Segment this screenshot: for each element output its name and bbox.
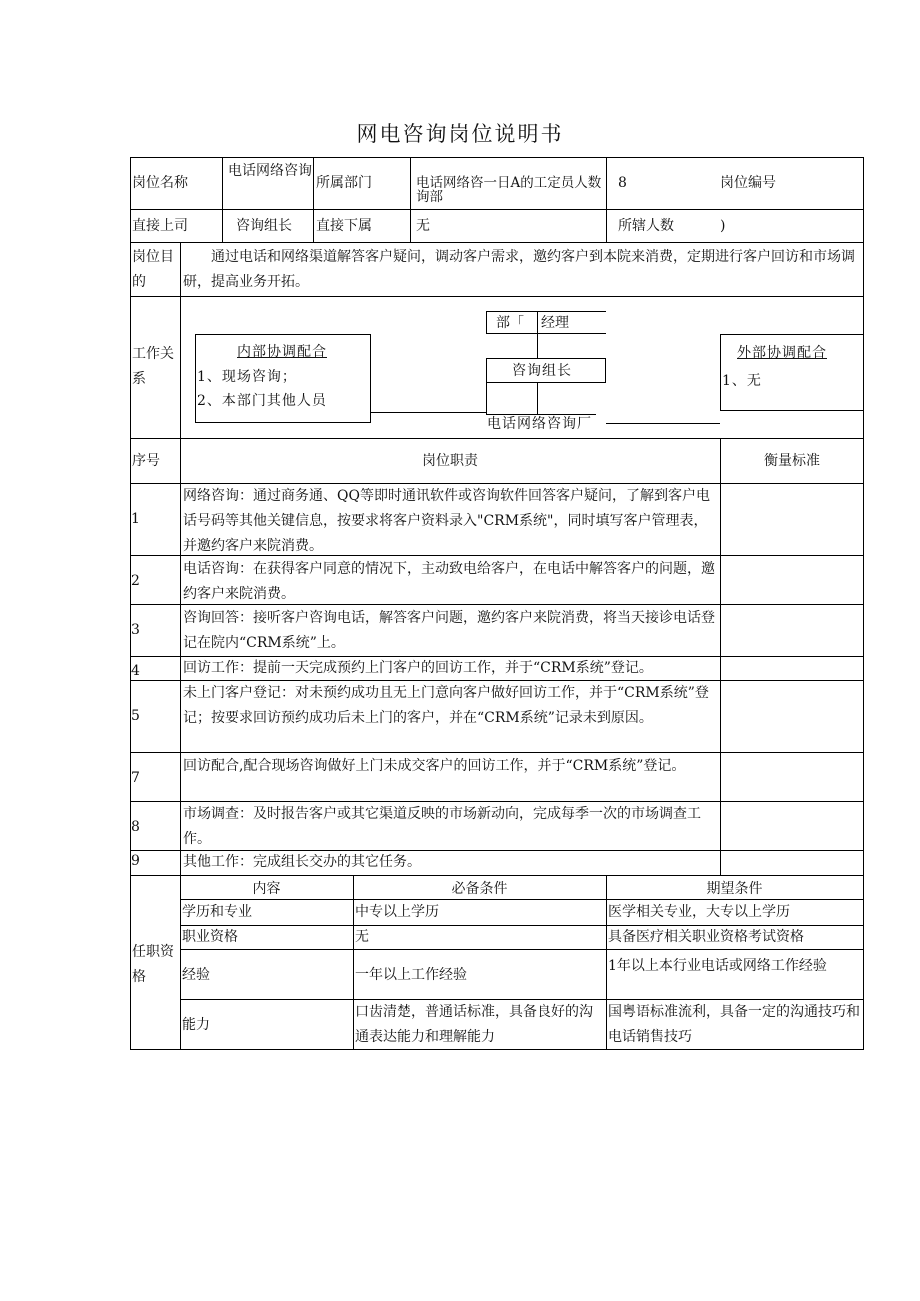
duty-row-text: 网络咨询：通过商务通、QQ等即时通讯软件或咨询软件回答客户疑问，了解到客户电话号码等其他关键信息，按要求将客户资料录入"CRM系统"，同时填写客户管理表，并邀约客户来院消费。 bbox=[183, 488, 710, 554]
duty-row-no: 9 bbox=[131, 853, 140, 869]
subordinate-label: 直接下属 bbox=[316, 218, 372, 234]
managed-label: 所辖人数 bbox=[618, 218, 674, 234]
duty-row-text: 回访工作：提前一天完成预约上门客户的回访工作，并于“CRM系统”登记。 bbox=[183, 660, 653, 676]
org-dept: 部「 bbox=[496, 315, 524, 331]
duty-row-no: 7 bbox=[131, 770, 140, 786]
subordinate-value: 无 bbox=[416, 218, 430, 234]
superior-value: 咨询组长 bbox=[236, 218, 292, 234]
duty-row-no: 4 bbox=[131, 663, 140, 679]
external-title: 外部协调配合 bbox=[737, 345, 827, 361]
managed-value: ) bbox=[720, 218, 726, 234]
headcount-value: 8 bbox=[618, 175, 627, 191]
purpose-label: 岗位目的 bbox=[132, 249, 174, 290]
duty-row-no: 1 bbox=[131, 511, 140, 527]
col-measure-header: 衡量标准 bbox=[764, 453, 820, 469]
org-manager: 经理 bbox=[541, 315, 569, 331]
duty-row-text: 回访配合,配合现场咨询做好上门未成交客户的回访工作，并于“CRM系统”登记。 bbox=[183, 758, 686, 774]
duty-row-text: 咨询回答：接听客户咨询电话，解答客户问题，邀约客户来院消费，将当天接诊电话登记在院内“CRM系统”上。 bbox=[183, 610, 715, 651]
table-border-top bbox=[130, 157, 864, 158]
qual-expected: 医学相关专业，大专以上学历 bbox=[608, 904, 790, 920]
duty-row-no: 3 bbox=[131, 622, 140, 638]
external-item-1: 1、无 bbox=[722, 373, 762, 389]
internal-title: 内部协调配合 bbox=[237, 344, 327, 360]
dept-label: 所属部门 bbox=[316, 175, 372, 191]
duty-row-text: 电话咨询：在获得客户同意的情况下，主动致电给客户，在电话中解答客户的问题，邀约客户来院消费。 bbox=[183, 561, 715, 602]
col-content-header: 内容 bbox=[252, 881, 281, 897]
qual-expected: 1年以上本行业电话或网络工作经验 bbox=[608, 958, 827, 974]
duty-row-no: 2 bbox=[131, 573, 140, 589]
post-name-value: 电话网络咨询 bbox=[228, 163, 312, 179]
qual-content: 学历和专业 bbox=[182, 904, 252, 920]
qual-content: 经验 bbox=[182, 967, 210, 983]
col-required-header: 必备条件 bbox=[451, 881, 508, 897]
col-expected-header: 期望条件 bbox=[706, 881, 763, 897]
duty-row-text: 未上门客户登记：对未预约成功且无上门意向客户做好回访工作，并于“CRM系统”登记；按要求回访预约成功后未上门的客户，并在“CRM系统”记录未到原因。 bbox=[183, 685, 709, 726]
duty-row-no: 5 bbox=[131, 708, 140, 724]
duty-row-text: 市场调查：及时报告客户或其它渠道反映的市场新动向，完成每季一次的市场调查工作。 bbox=[183, 806, 701, 847]
post-name-label: 岗位名称 bbox=[132, 175, 188, 191]
qual-required: 一年以上工作经验 bbox=[355, 967, 467, 983]
duty-row-no: 8 bbox=[131, 819, 140, 835]
col-no-header: 序号 bbox=[132, 453, 160, 469]
internal-item-2: 2、本部门其他人员 bbox=[197, 393, 327, 409]
dept-value: 电话网络咨一日A的工定员人数询部 bbox=[416, 175, 602, 205]
page-title: 网电咨询岗位说明书 bbox=[356, 122, 564, 146]
qual-required: 无 bbox=[355, 929, 369, 945]
qual-expected: 具备医疗相关职业资格考试资格 bbox=[608, 929, 804, 945]
qual-content: 能力 bbox=[182, 1017, 210, 1033]
qual-expected: 国粤语标准流利，具备一定的沟通技巧和电话销售技巧 bbox=[608, 1004, 860, 1045]
superior-label: 直接上司 bbox=[132, 218, 188, 234]
internal-item-1: 1、现场咨询； bbox=[197, 369, 297, 385]
duty-row-text: 其他工作：完成组长交办的其它任务。 bbox=[183, 854, 421, 870]
qualification-label: 任职资格 bbox=[132, 944, 174, 985]
org-staff: 电话网络咨询厂 bbox=[487, 416, 592, 432]
qual-content: 职业资格 bbox=[182, 929, 238, 945]
col-duty-header: 岗位职责 bbox=[422, 453, 478, 469]
qual-required: 口齿清楚，普通话标准，具备良好的沟通表达能力和理解能力 bbox=[355, 1004, 593, 1045]
qual-required: 中专以上学历 bbox=[355, 904, 439, 920]
post-no-label: 岗位编号 bbox=[720, 175, 776, 191]
purpose-text: 通过电话和网络渠道解答客户疑问，调动客户需求，邀约客户到本院来消费，定期进行客户回访和市场调研，提高业务开拓。 bbox=[183, 249, 855, 290]
org-leader: 咨询组长 bbox=[512, 363, 572, 379]
relations-label: 工作关系 bbox=[132, 346, 174, 387]
